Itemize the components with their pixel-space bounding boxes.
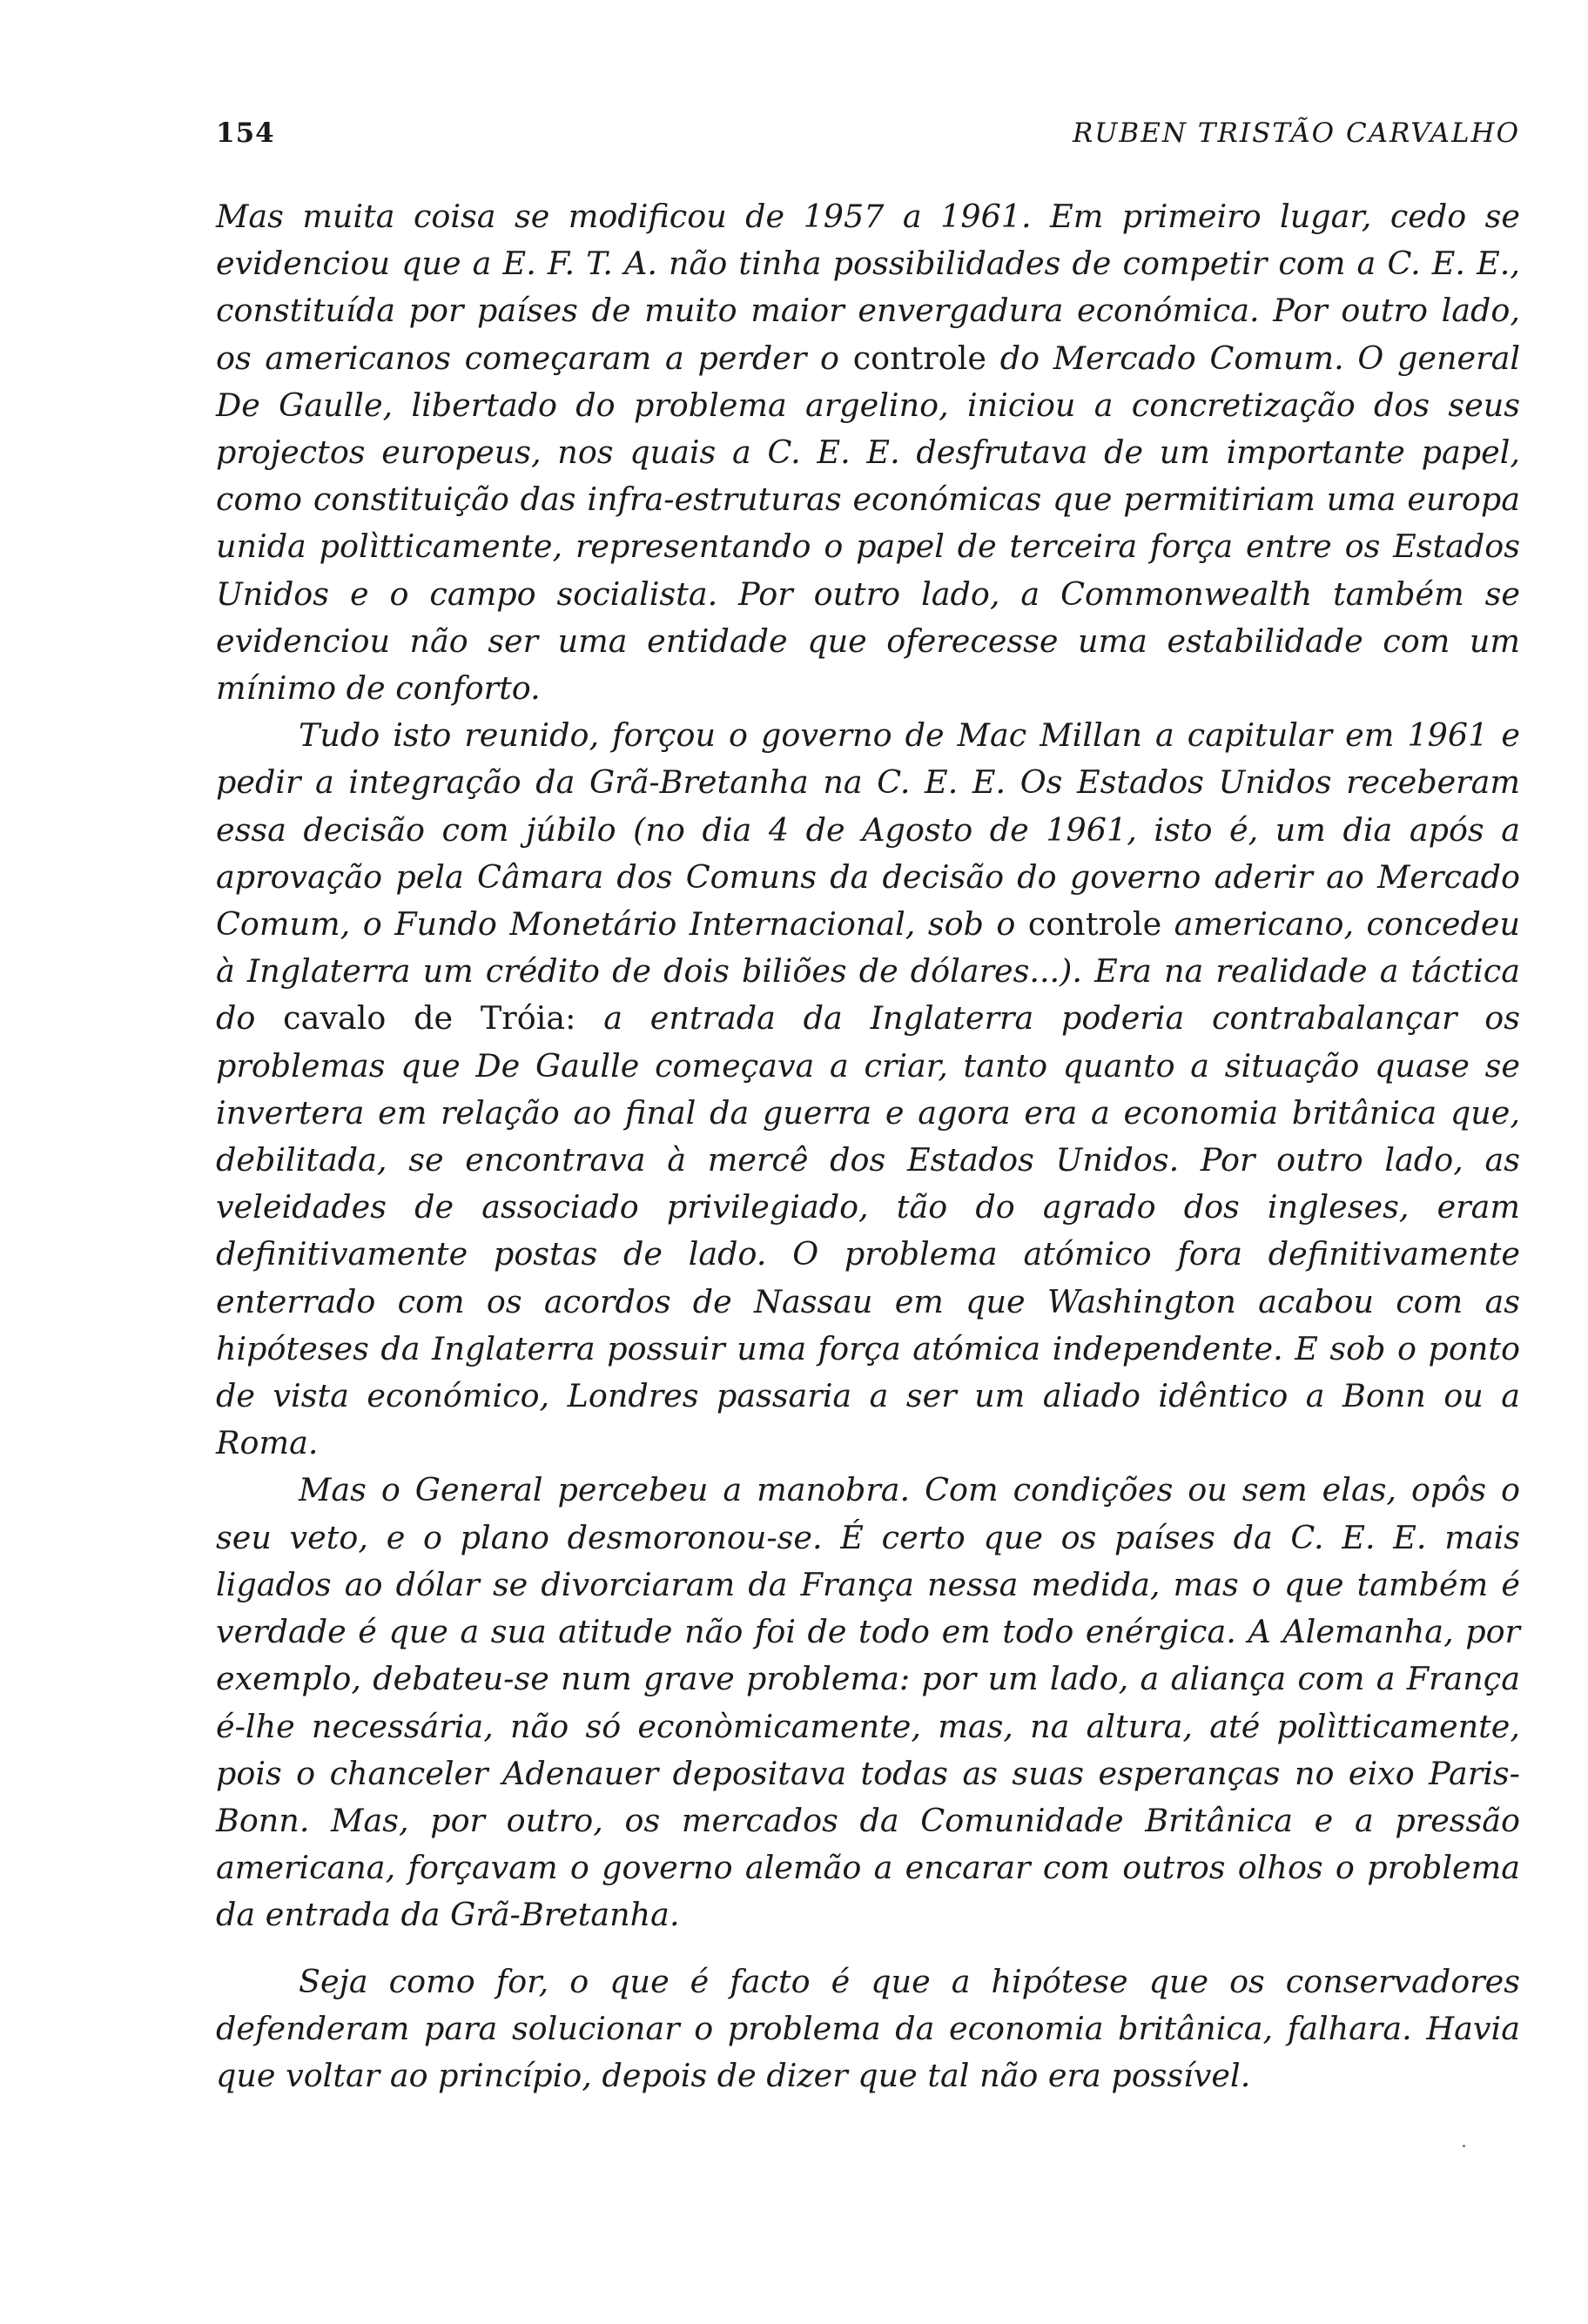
paragraph-2-text-c: a entrada da Inglaterra poderia contrabalançar os problemas que De Gaulle começava a criar, tanto quanto a situação quase se invertera em relação ao final da guerra e agora era a economia britânica que, debilitada, se encontrava à mercê dos Estados Unidos. Por outro lado, as veleidades de associado privilegiado, tão do agrado dos ingleses, eram definitivamente postas de lado. O problema atómico fora definitivamente enterrado com os acordos de Nassau em que Washington acabou com as hipóteses da Inglaterra possuir uma força atómica independente. E sob o ponto de vista económico, Londres passaria a ser um aliado idêntico a Bonn ou a Roma.	[216, 999, 1521, 1462]
running-title: RUBEN TRISTÃO CARVALHO	[1072, 118, 1520, 149]
body-text	[216, 193, 1520, 2099]
paragraph-1-upright-controle: controle	[852, 339, 987, 377]
paragraph-1-text-a: Mas muita coisa se modificou de 1957 a 1961. Em primeiro lugar, cedo se evidenciou que a E. F. T. A. não tinha possibilidades de competir com a C. E. E., constituída por países de muito maior envergadura económica. Por outro lado, os americanos começaram a perder o	[216, 198, 1520, 377]
paragraph-3-text: Mas o General percebeu a manobra. Com condições ou sem elas, opôs o seu veto, e o plano desmoronou-se. É certo que os países da C. E. E. mais ligados ao dólar se divorciaram da França nessa medida, mas o que também é verdade é que a sua atitude não foi de todo em todo enérgica. A Alemanha, por exemplo, debateu-se num grave problema: por um lado, a aliança com a França é-lhe necessária, não só econòmicamente, mas, na altura, até polìtticamente, pois o chanceler Adenauer depositava todas as suas esperanças no eixo Paris-Bonn. Mas, por outro, os mercados da Comunidade Britânica e a pressão americana, forçavam o governo alemão a encarar com outros olhos o problema da entrada da Grã-Bretanha.	[216, 1471, 1520, 1934]
paragraph-1-text-b: do Mercado Comum. O general De Gaulle, libertado do problema argelino, iniciou a concretização dos seus projectos europeus, nos quais a C. E. E. desfrutava de um importante papel, como constituição das infra-estruturas económicas que permitiriam uma europa unida polìtticamente, representando o papel de terceira força entre os Estados Unidos e o campo socialista. Por outro lado, a Commonwealth também se evidenciou não ser uma entidade que oferecesse uma estabilidade com um mínimo de conforto.	[216, 339, 1520, 708]
paragraph-4-text: Seja como for, o que é facto é que a hipótese que os conservadores defenderam para solucionar o problema da economia britânica, falhara. Havia que voltar ao princípio, depois de dizer que tal não era possível.	[216, 1962, 1520, 2094]
page-number: 154	[216, 118, 275, 149]
paragraph-2-upright-controle: controle	[1027, 905, 1162, 944]
running-head	[216, 111, 1520, 155]
paragraph-2-text-b: americano, concedeu à Inglaterra um crédito de dois biliões de dólares...). Era na realidade a táctica do	[216, 905, 1520, 1038]
paragraph-2-upright-cavalo: cavalo de Tróia:	[283, 999, 576, 1038]
paragraph-4	[216, 1958, 1520, 2100]
paragraph-2-text-a: Tudo isto reunido, forçou o governo de Mac Millan a capitular em 1961 e pedir a integração da Grã-Bretanha na C. E. E. Os Estados Unidos receberam essa decisão com júbilo (no dia 4 de Agosto de 1961, isto é, um dia após a aprovação pela Câmara dos Comuns da decisão do governo aderir ao Mercado Comum, o Fundo Monetário Internacional, sob o	[216, 716, 1520, 944]
paragraph-2	[216, 712, 1520, 1467]
paragraph-3	[216, 1467, 1520, 1938]
print-speck	[1463, 2145, 1465, 2147]
paragraph-1	[216, 193, 1520, 712]
